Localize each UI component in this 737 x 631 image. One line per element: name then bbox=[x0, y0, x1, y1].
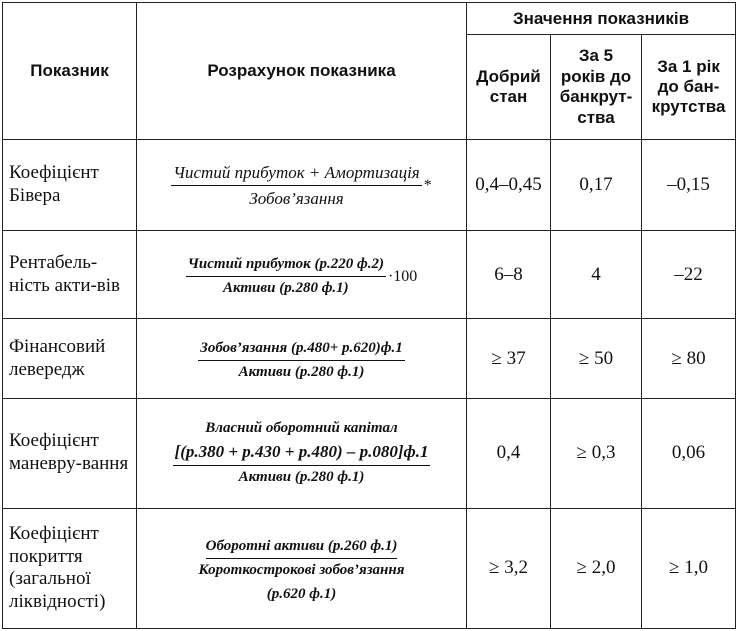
value-good: 0,4 bbox=[467, 398, 551, 508]
indicator-name: Фінансовий левередж bbox=[3, 319, 137, 398]
value-1-year: ≥ 80 bbox=[642, 319, 736, 398]
value-good: 0,4–0,45 bbox=[467, 140, 551, 231]
value-good: ≥ 37 bbox=[467, 319, 551, 398]
header-calculation: Розрахунок показника bbox=[137, 3, 467, 140]
indicators-table bbox=[2, 2, 736, 629]
header-indicator: Показник bbox=[3, 3, 137, 140]
formula-suffix: * bbox=[423, 176, 432, 194]
formula-denominator: Активи (р.280 ф.1) bbox=[238, 468, 365, 485]
formula-cell bbox=[137, 508, 467, 628]
formula-suffix: ·100 bbox=[387, 267, 418, 285]
value-good: 6–8 bbox=[467, 231, 551, 319]
formula-numerator: [(р.380 + р.430 + р.480) – р.080]ф.1 bbox=[173, 442, 431, 466]
formula bbox=[171, 163, 431, 209]
formula-numerator: Оборотні активи (р.260 ф.1) bbox=[206, 538, 398, 559]
indicator-name: Коефіцієнт Бівера bbox=[3, 140, 137, 231]
table-row bbox=[3, 398, 736, 508]
indicator-name: Коефіцієнт маневру-вання bbox=[3, 398, 137, 508]
formula bbox=[186, 256, 418, 298]
value-5-years: ≥ 0,3 bbox=[551, 398, 642, 508]
header-good-state: Добрий стан bbox=[467, 35, 551, 140]
indicator-name: Коефіцієнт покриття (загальної ліквідності) bbox=[3, 508, 137, 628]
value-1-year: 0,06 bbox=[642, 398, 736, 508]
header-values: Значення показників bbox=[467, 3, 736, 35]
value-5-years: 0,17 bbox=[551, 140, 642, 231]
table-row bbox=[3, 508, 736, 628]
formula-numerator: Зобов’язання (р.480+ р.620)ф.1 bbox=[198, 340, 405, 361]
value-5-years: ≥ 2,0 bbox=[551, 508, 642, 628]
formula-caption: Власний оборотний капітал bbox=[205, 420, 398, 437]
value-1-year: –22 bbox=[642, 231, 736, 319]
formula-denominator-ref: (р.620 ф.1) bbox=[266, 585, 337, 602]
table-row bbox=[3, 319, 736, 398]
value-good: ≥ 3,2 bbox=[467, 508, 551, 628]
formula-denominator: Зобов’язання bbox=[249, 189, 344, 209]
formula bbox=[199, 538, 405, 603]
indicator-name: Рентабель-ність акти-вів bbox=[3, 231, 137, 319]
header-1-year: За 1 рік до бан-крутства bbox=[642, 35, 736, 140]
formula bbox=[198, 340, 405, 382]
value-5-years: ≥ 50 bbox=[551, 319, 642, 398]
formula bbox=[173, 442, 431, 486]
formula-cell bbox=[137, 319, 467, 398]
formula-denominator: Активи (р.280 ф.1) bbox=[222, 280, 349, 297]
value-1-year: –0,15 bbox=[642, 140, 736, 231]
formula-denominator: Короткострокові зобов’язання bbox=[198, 562, 405, 579]
formula-cell bbox=[137, 231, 467, 319]
value-5-years: 4 bbox=[551, 231, 642, 319]
formula-denominator: Активи (р.280 ф.1) bbox=[238, 364, 365, 381]
formula-cell bbox=[137, 140, 467, 231]
formula-numerator: Чистий прибуток (р.220 ф.2) bbox=[186, 256, 386, 277]
formula-cell bbox=[137, 398, 467, 508]
formula-numerator: Чистий прибуток + Амортизація bbox=[171, 163, 421, 187]
value-1-year: ≥ 1,0 bbox=[642, 508, 736, 628]
table-row bbox=[3, 140, 736, 231]
table-row bbox=[3, 231, 736, 319]
header-5-years: За 5 років до банкрут-ства bbox=[551, 35, 642, 140]
